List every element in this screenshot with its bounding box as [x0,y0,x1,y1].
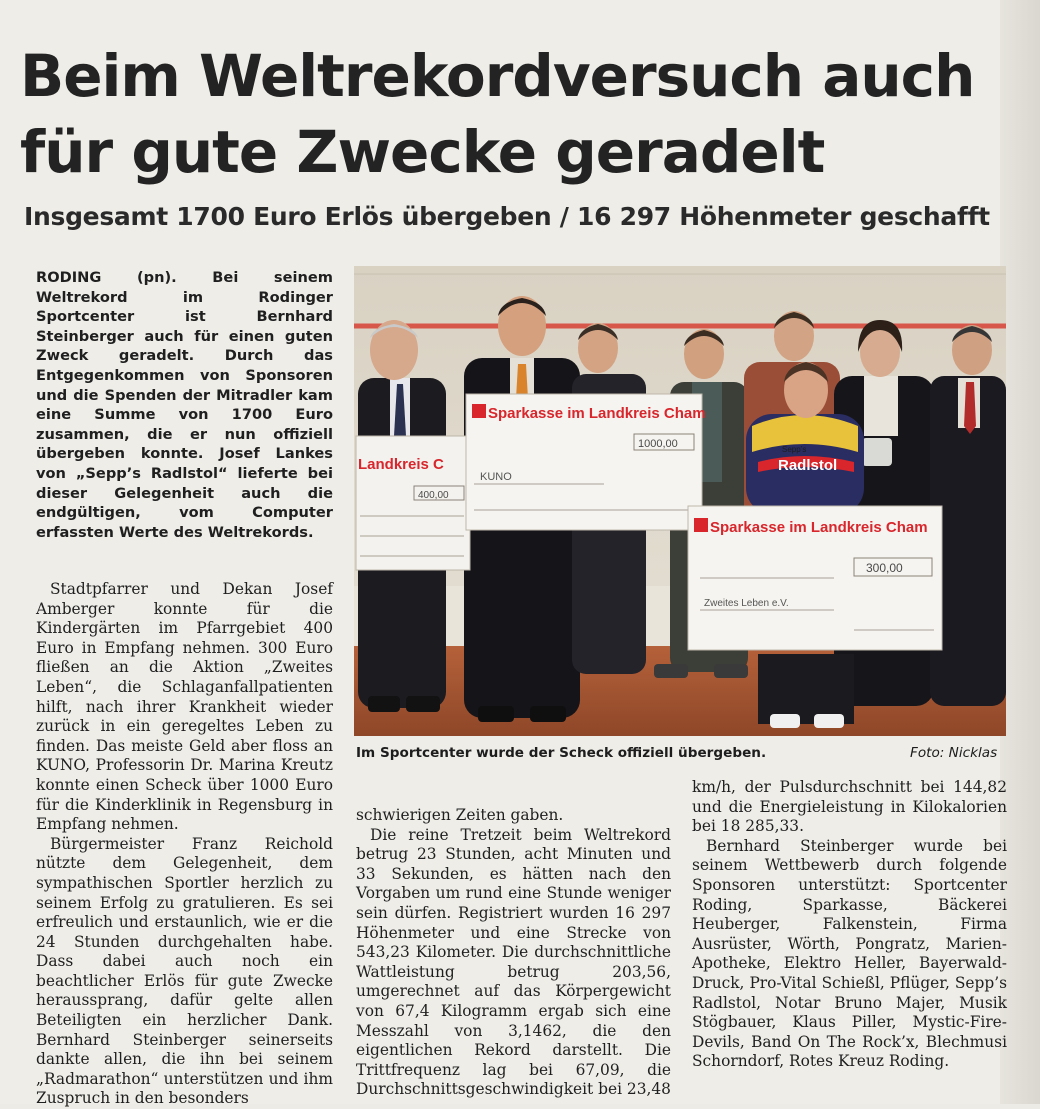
donation-check-2 [688,506,942,650]
jersey-small-text: Sepp’s [782,445,807,454]
check-2-amount: 300,00 [866,561,903,575]
check-1-bank: Sparkasse im Landkreis Cham [488,405,706,422]
photo-credit: Foto: Nicklas [910,745,998,761]
donation-check-3 [356,436,470,570]
body-paragraph: Bernhard Steinberger wurde bei seinem Wettbewerb durch folgende Sponsoren unterstützt: Sportcenter Roding, Sparkasse, Bäckerei Heuberger, Falkenstein, Firma Ausrüster, Wörth, Pongratz, Marien-Apotheke, Elektro Heller, Bayerwald-Druck, Pro-Vital Schießl, Pflüger, Sepp’s Radlstol, Notar Bruno Majer, Musik Stögbauer, Klaus Piller, Mystic-Fire-Devils, Band On The Rock’x, Blechmusi Schorndorf, Rotes Kreuz Roding. [692,836,1007,1071]
check-2-bank: Sparkasse im Landkreis Cham [710,519,928,536]
body-paragraph: schwierigen Zeiten gaben. [356,806,564,824]
check-3-amount: 400,00 [418,490,449,501]
article-photo [354,266,1006,736]
jersey-text: Radlstol [778,457,838,474]
article-column-1 [36,580,333,1109]
headline-line-1: Beim Weltrekordversuch auch [20,42,975,110]
check-1-amount: 1000,00 [638,438,678,450]
article-column-2 [356,806,671,1100]
subheadline: Insgesamt 1700 Euro Erlös übergeben / 16 297 Höhenmeter geschafft [24,202,990,231]
headline-line-2: für gute Zwecke geradelt [20,118,825,186]
check-2-payee: Zweites Leben e.V. [704,598,789,609]
photo-caption: Im Sportcenter wurde der Scheck offiziell übergeben. [356,745,767,761]
body-paragraph: Stadtpfarrer und Dekan Josef Amberger konnte für die Kindergärten im Pfarrgebiet 400 Euro in Empfang nehmen. 300 Euro fließen an die Aktion „Zweites Leben“, die Schlaganfallpatienten hilft, nach ihrer Krankheit wieder zurück in ein geregeltes Leben zu finden. Das meiste Geld aber floss an KUNO, Professorin Dr. Marina Kreutz konnte einen Scheck über 1000 Euro für die Kinderklinik in Regensburg in Empfang nehmen. [36,580,333,834]
article-column-3 [692,778,1007,1072]
lead-paragraph: RODING (pn). Bei seinem Weltrekord im Rodinger Sportcenter ist Bernhard Steinberger auch für einen guten Zweck geradelt. Durch das Entgegenkommen von Sponsoren und die Spenden der Mitradler kam eine Summe von 1700 Euro zusammen, die er nun offiziell übergeben konnte. Josef Lankes von „Sepp’s Radlstol“ lieferte bei dieser Gelegenheit auch die endgültigen, vom Computer erfassten Werte des Weltrekords. [36,269,333,541]
body-paragraph: km/h, der Pulsdurchschnitt bei 144,82 und die Energieleistung in Kilokalorien bei 18 285,33. [692,778,1007,836]
donation-check-1 [466,394,706,530]
body-paragraph: Die reine Tretzeit beim Weltrekord betrug 23 Stunden, acht Minuten und 33 Sekunden, es hätten nach den Vorgaben um rund eine Stunde weniger sein dürfen. Registriert wurden 16 297 Höhenmeter und eine Strecke von 543,23 Kilometer. Die durchschnittliche Wattleistung betrug 203,56, umgerechnet auf das Körpergewicht von 67,4 Kilogramm ergab sich eine Messzahl von 3,1462, die den eigentlichen Rekord darstellt. Die Trittfrequenz lag bei 67,09, die Durchschnittsgeschwindigkeit bei 23,48 [356,825,671,1099]
check-3-bank: Landkreis C [358,456,444,473]
headline [20,38,1010,190]
check-1-payee: KUNO [480,471,512,483]
body-paragraph: Bürgermeister Franz Reichold nützte dem Gelegenheit, dem sympathischen Sportler herzlich zu seinem Erfolg zu gratulieren. Es sei erfreulich und erstaunlich, wie er die 24 Stunden durchgehalten habe. Dass dabei auch noch ein beachtlicher Erlös für gute Zwecke heraussprang, dafür gelte allen Beteiligten ein herzlicher Dank. Bernhard Steinberger seinerseits dankte allen, die ihn bei seinem „Radmarathon“ unterstützen und ihm Zuspruch in den besonders [36,834,333,1108]
